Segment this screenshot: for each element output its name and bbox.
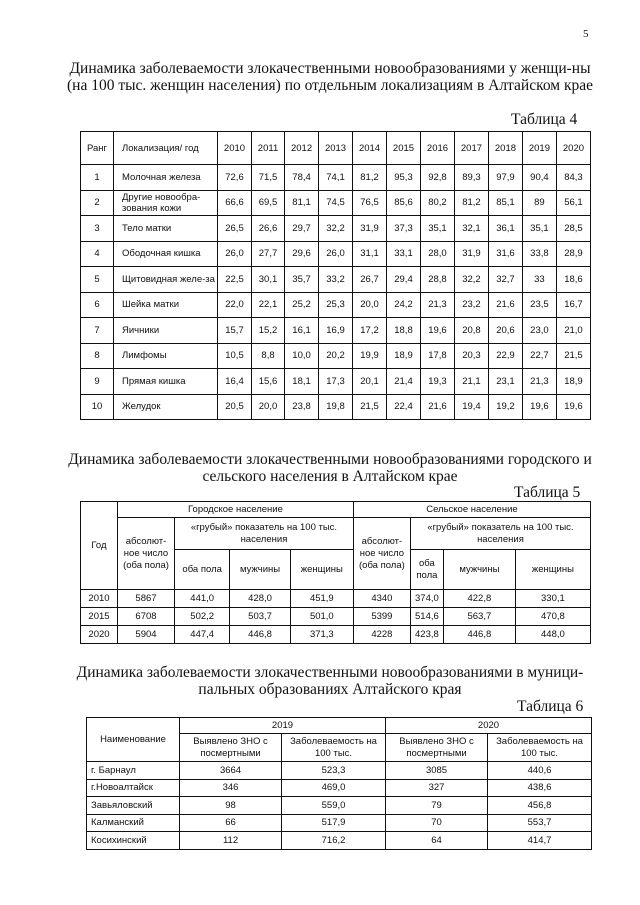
table5-label: Таблица 5: [514, 484, 581, 501]
value-cell: 89,3: [454, 165, 488, 191]
value-cell: 35,1: [420, 216, 454, 242]
value-cell: 81,2: [454, 190, 488, 216]
year-header: 2020: [556, 132, 590, 165]
value-cell: 66: [180, 814, 282, 832]
value-cell: 559,0: [282, 797, 386, 815]
value-cell: 97,9: [488, 165, 522, 191]
value-cell: 33: [522, 267, 556, 293]
table-row: [81, 241, 591, 267]
table-row: [87, 814, 592, 832]
value-cell: 22,0: [218, 292, 252, 318]
value-cell: 19,2: [488, 394, 522, 420]
value-cell: 19,6: [420, 318, 454, 344]
value-cell: 10,0: [285, 343, 319, 369]
value-cell: 32,2: [319, 216, 353, 242]
urban-women-header: женщины: [290, 550, 353, 590]
value-cell: 18,9: [556, 369, 590, 395]
municipality-name-cell: Калманский: [87, 814, 180, 832]
localization-cell: Щитовидная желе-за: [114, 267, 218, 293]
value-cell: 72,6: [218, 165, 252, 191]
table6: [86, 717, 592, 850]
localization-cell: Желудок: [114, 394, 218, 420]
value-cell: 37,3: [387, 216, 421, 242]
value-cell: 26,0: [319, 241, 353, 267]
value-cell: 563,7: [443, 608, 515, 626]
rate-2019-header: Заболеваемость на 100 тыс.: [282, 734, 386, 762]
value-cell: 501,0: [290, 608, 353, 626]
localization-cell: Лимфомы: [114, 343, 218, 369]
value-cell: 33,8: [522, 241, 556, 267]
value-cell: 15,2: [251, 318, 284, 344]
value-cell: 438,6: [488, 779, 592, 797]
rank-cell: 2: [81, 190, 114, 216]
value-cell: 451,9: [290, 590, 353, 608]
value-cell: 19,4: [454, 394, 488, 420]
value-cell: 70: [385, 814, 487, 832]
municipality-name-cell: Завьяловский: [87, 797, 180, 815]
rural-men-header: мужчины: [443, 550, 515, 590]
year-header: Год: [81, 502, 118, 590]
value-cell: 79: [385, 797, 487, 815]
name-header: Наименование: [87, 718, 180, 762]
localization-header: Локализация/ год: [114, 132, 218, 165]
value-cell: 20,0: [251, 394, 284, 420]
value-cell: 28,8: [420, 267, 454, 293]
value-cell: 112: [180, 832, 282, 850]
urban-men-header: мужчины: [230, 550, 290, 590]
municipality-name-cell: Косихинский: [87, 832, 180, 850]
value-cell: 84,3: [556, 165, 590, 191]
value-cell: 23,0: [522, 318, 556, 344]
municipality-name-cell: г. Барнаул: [87, 762, 180, 780]
value-cell: 21,6: [420, 394, 454, 420]
rank-cell: 6: [81, 292, 114, 318]
value-cell: 66,6: [218, 190, 252, 216]
value-cell: 56,1: [556, 190, 590, 216]
value-cell: 18,8: [387, 318, 421, 344]
value-cell: 21,0: [556, 318, 590, 344]
localization-cell: Ободочная кишка: [114, 241, 218, 267]
table-row: [81, 343, 591, 369]
value-cell: 26,0: [218, 241, 252, 267]
value-cell: 24,2: [387, 292, 421, 318]
value-cell: 28,0: [420, 241, 454, 267]
year-cell: 2020: [81, 626, 118, 644]
rate-2020-header: Заболеваемость на 100 тыс.: [488, 734, 592, 762]
value-cell: 456,8: [488, 797, 592, 815]
table-row: [87, 762, 592, 780]
rank-cell: 3: [81, 216, 114, 242]
value-cell: 21,1: [454, 369, 488, 395]
value-cell: 6708: [118, 608, 175, 626]
year-header: 2011: [251, 132, 284, 165]
value-cell: 422,8: [443, 590, 515, 608]
value-cell: 95,3: [387, 165, 421, 191]
value-cell: 64: [385, 832, 487, 850]
value-cell: 29,7: [285, 216, 319, 242]
value-cell: 330,1: [515, 590, 590, 608]
value-cell: 441,0: [175, 590, 230, 608]
value-cell: 78,4: [285, 165, 319, 191]
value-cell: 31,1: [353, 241, 387, 267]
year-header: 2018: [488, 132, 522, 165]
table-row: [87, 797, 592, 815]
value-cell: 327: [385, 779, 487, 797]
value-cell: 22,5: [218, 267, 252, 293]
table-row: [87, 779, 592, 797]
rank-cell: 5: [81, 267, 114, 293]
year-cell: 2010: [81, 590, 118, 608]
value-cell: 21,3: [420, 292, 454, 318]
value-cell: 18,1: [285, 369, 319, 395]
rank-cell: 7: [81, 318, 114, 344]
year-header: 2017: [454, 132, 488, 165]
urban-population-header: Городское население: [118, 502, 354, 518]
value-cell: 447,4: [175, 626, 230, 644]
value-cell: 28,5: [556, 216, 590, 242]
rural-rate-header: «грубый» показатель на 100 тыс. населения: [410, 518, 590, 550]
value-cell: 80,2: [420, 190, 454, 216]
table-row: [81, 369, 591, 395]
value-cell: 69,5: [251, 190, 284, 216]
value-cell: 3085: [385, 762, 487, 780]
detected-2020-header: Выявлено ЗНО с посмертными: [385, 734, 487, 762]
value-cell: 5867: [118, 590, 175, 608]
value-cell: 26,7: [353, 267, 387, 293]
localization-cell: Яичники: [114, 318, 218, 344]
value-cell: 21,6: [488, 292, 522, 318]
value-cell: 448,0: [515, 626, 590, 644]
value-cell: 35,7: [285, 267, 319, 293]
value-cell: 21,5: [556, 343, 590, 369]
value-cell: 5399: [353, 608, 410, 626]
rank-cell: 8: [81, 343, 114, 369]
value-cell: 469,0: [282, 779, 386, 797]
table-row: [81, 190, 591, 216]
table4: [80, 131, 591, 420]
localization-cell: Прямая кишка: [114, 369, 218, 395]
urban-both-sexes-header: оба пола: [175, 550, 230, 590]
value-cell: 29,6: [285, 241, 319, 267]
value-cell: 30,1: [251, 267, 284, 293]
value-cell: 19,8: [319, 394, 353, 420]
year-2019-header: 2019: [180, 718, 386, 734]
value-cell: 20,8: [454, 318, 488, 344]
table-row: [81, 267, 591, 293]
value-cell: 26,5: [218, 216, 252, 242]
value-cell: 423,8: [410, 626, 443, 644]
value-cell: 32,1: [454, 216, 488, 242]
rank-header: Ранг: [81, 132, 114, 165]
year-header: 2016: [420, 132, 454, 165]
table-row: [81, 394, 591, 420]
value-cell: 15,7: [218, 318, 252, 344]
value-cell: 98: [180, 797, 282, 815]
year-header: 2013: [319, 132, 353, 165]
value-cell: 89: [522, 190, 556, 216]
value-cell: 17,8: [420, 343, 454, 369]
table5-title: Динамика заболеваемости злокачественными новообразованиями городского и сельского населения в Алтайском крае: [68, 451, 592, 485]
value-cell: 428,0: [230, 590, 290, 608]
localization-cell: Молочная железа: [114, 165, 218, 191]
value-cell: 20,5: [218, 394, 252, 420]
value-cell: 20,1: [353, 369, 387, 395]
value-cell: 470,8: [515, 608, 590, 626]
value-cell: 16,9: [319, 318, 353, 344]
value-cell: 4340: [353, 590, 410, 608]
value-cell: 503,7: [230, 608, 290, 626]
year-header: 2014: [353, 132, 387, 165]
value-cell: 90,4: [522, 165, 556, 191]
value-cell: 74,1: [319, 165, 353, 191]
value-cell: 22,7: [522, 343, 556, 369]
value-cell: 76,5: [353, 190, 387, 216]
value-cell: 33,1: [387, 241, 421, 267]
table6-label: Таблица 6: [517, 698, 584, 715]
value-cell: 21,5: [353, 394, 387, 420]
value-cell: 25,3: [319, 292, 353, 318]
rank-cell: 9: [81, 369, 114, 395]
value-cell: 23,5: [522, 292, 556, 318]
year-header: 2015: [387, 132, 421, 165]
value-cell: 346: [180, 779, 282, 797]
table6-title: Динамика заболеваемости злокачественными новообразованиями в муници-пальных образованиях Алтайского края: [76, 664, 584, 698]
value-cell: 74,5: [319, 190, 353, 216]
value-cell: 85,1: [488, 190, 522, 216]
value-cell: 31,9: [353, 216, 387, 242]
table4-header-row: [81, 132, 591, 165]
value-cell: 446,8: [230, 626, 290, 644]
value-cell: 553,7: [488, 814, 592, 832]
value-cell: 21,4: [387, 369, 421, 395]
table-row: [81, 165, 591, 191]
table5: [80, 501, 591, 644]
table-row: [81, 216, 591, 242]
value-cell: 4228: [353, 626, 410, 644]
value-cell: 20,6: [488, 318, 522, 344]
localization-cell: Другие новообра-зования кожи: [114, 190, 218, 216]
rural-women-header: женщины: [515, 550, 590, 590]
table-row: [81, 590, 591, 608]
value-cell: 20,0: [353, 292, 387, 318]
value-cell: 502,2: [175, 608, 230, 626]
value-cell: 28,9: [556, 241, 590, 267]
table-row: [81, 292, 591, 318]
rank-cell: 1: [81, 165, 114, 191]
value-cell: 19,6: [556, 394, 590, 420]
rural-both-sexes-header: оба пола: [410, 550, 443, 590]
value-cell: 27,7: [251, 241, 284, 267]
value-cell: 31,6: [488, 241, 522, 267]
year-2020-header: 2020: [385, 718, 591, 734]
value-cell: 35,1: [522, 216, 556, 242]
rank-cell: 4: [81, 241, 114, 267]
urban-absolute-header: абсолют-ное число (оба пола): [118, 518, 175, 590]
value-cell: 5904: [118, 626, 175, 644]
value-cell: 32,2: [454, 267, 488, 293]
year-header: 2012: [285, 132, 319, 165]
value-cell: 17,2: [353, 318, 387, 344]
value-cell: 19,9: [353, 343, 387, 369]
value-cell: 517,9: [282, 814, 386, 832]
value-cell: 22,1: [251, 292, 284, 318]
table4-label: Таблица 4: [511, 111, 578, 128]
page-number: 5: [583, 28, 589, 40]
value-cell: 716,2: [282, 832, 386, 850]
table-row: [87, 832, 592, 850]
value-cell: 23,2: [454, 292, 488, 318]
value-cell: 414,7: [488, 832, 592, 850]
value-cell: 19,3: [420, 369, 454, 395]
detected-2019-header: Выявлено ЗНО с посмертными: [180, 734, 282, 762]
value-cell: 31,9: [454, 241, 488, 267]
rural-absolute-header: абсолют-ное число (оба пола): [353, 518, 410, 590]
value-cell: 71,5: [251, 165, 284, 191]
value-cell: 81,2: [353, 165, 387, 191]
value-cell: 523,3: [282, 762, 386, 780]
value-cell: 16,7: [556, 292, 590, 318]
value-cell: 16,4: [218, 369, 252, 395]
localization-cell: Тело матки: [114, 216, 218, 242]
value-cell: 92,8: [420, 165, 454, 191]
value-cell: 23,1: [488, 369, 522, 395]
value-cell: 371,3: [290, 626, 353, 644]
table-row: [81, 608, 591, 626]
value-cell: 32,7: [488, 267, 522, 293]
year-cell: 2015: [81, 608, 118, 626]
year-header: 2010: [218, 132, 252, 165]
value-cell: 10,5: [218, 343, 252, 369]
rank-cell: 10: [81, 394, 114, 420]
value-cell: 20,3: [454, 343, 488, 369]
value-cell: 440,6: [488, 762, 592, 780]
value-cell: 18,9: [387, 343, 421, 369]
value-cell: 374,0: [410, 590, 443, 608]
value-cell: 18,6: [556, 267, 590, 293]
value-cell: 85,6: [387, 190, 421, 216]
value-cell: 22,4: [387, 394, 421, 420]
value-cell: 21,3: [522, 369, 556, 395]
value-cell: 20,2: [319, 343, 353, 369]
value-cell: 29,4: [387, 267, 421, 293]
value-cell: 23,8: [285, 394, 319, 420]
value-cell: 81,1: [285, 190, 319, 216]
value-cell: 22,9: [488, 343, 522, 369]
table-row: [81, 626, 591, 644]
localization-cell: Шейка матки: [114, 292, 218, 318]
value-cell: 446,8: [443, 626, 515, 644]
urban-rate-header: «грубый» показатель на 100 тыс. населения: [175, 518, 354, 550]
value-cell: 514,6: [410, 608, 443, 626]
table4-title: Динамика заболеваемости злокачественными новообразованиями у женщи-ны (на 100 тыс. женщин населения) по отдельным локализациям в Алтайском крае: [66, 60, 594, 94]
table-row: [81, 318, 591, 344]
value-cell: 25,2: [285, 292, 319, 318]
value-cell: 19,6: [522, 394, 556, 420]
year-header: 2019: [522, 132, 556, 165]
rural-population-header: Сельское население: [353, 502, 590, 518]
value-cell: 17,3: [319, 369, 353, 395]
value-cell: 26,6: [251, 216, 284, 242]
value-cell: 15,6: [251, 369, 284, 395]
value-cell: 36,1: [488, 216, 522, 242]
value-cell: 33,2: [319, 267, 353, 293]
value-cell: 16,1: [285, 318, 319, 344]
value-cell: 3664: [180, 762, 282, 780]
municipality-name-cell: г.Новоалтайск: [87, 779, 180, 797]
value-cell: 8,8: [251, 343, 284, 369]
